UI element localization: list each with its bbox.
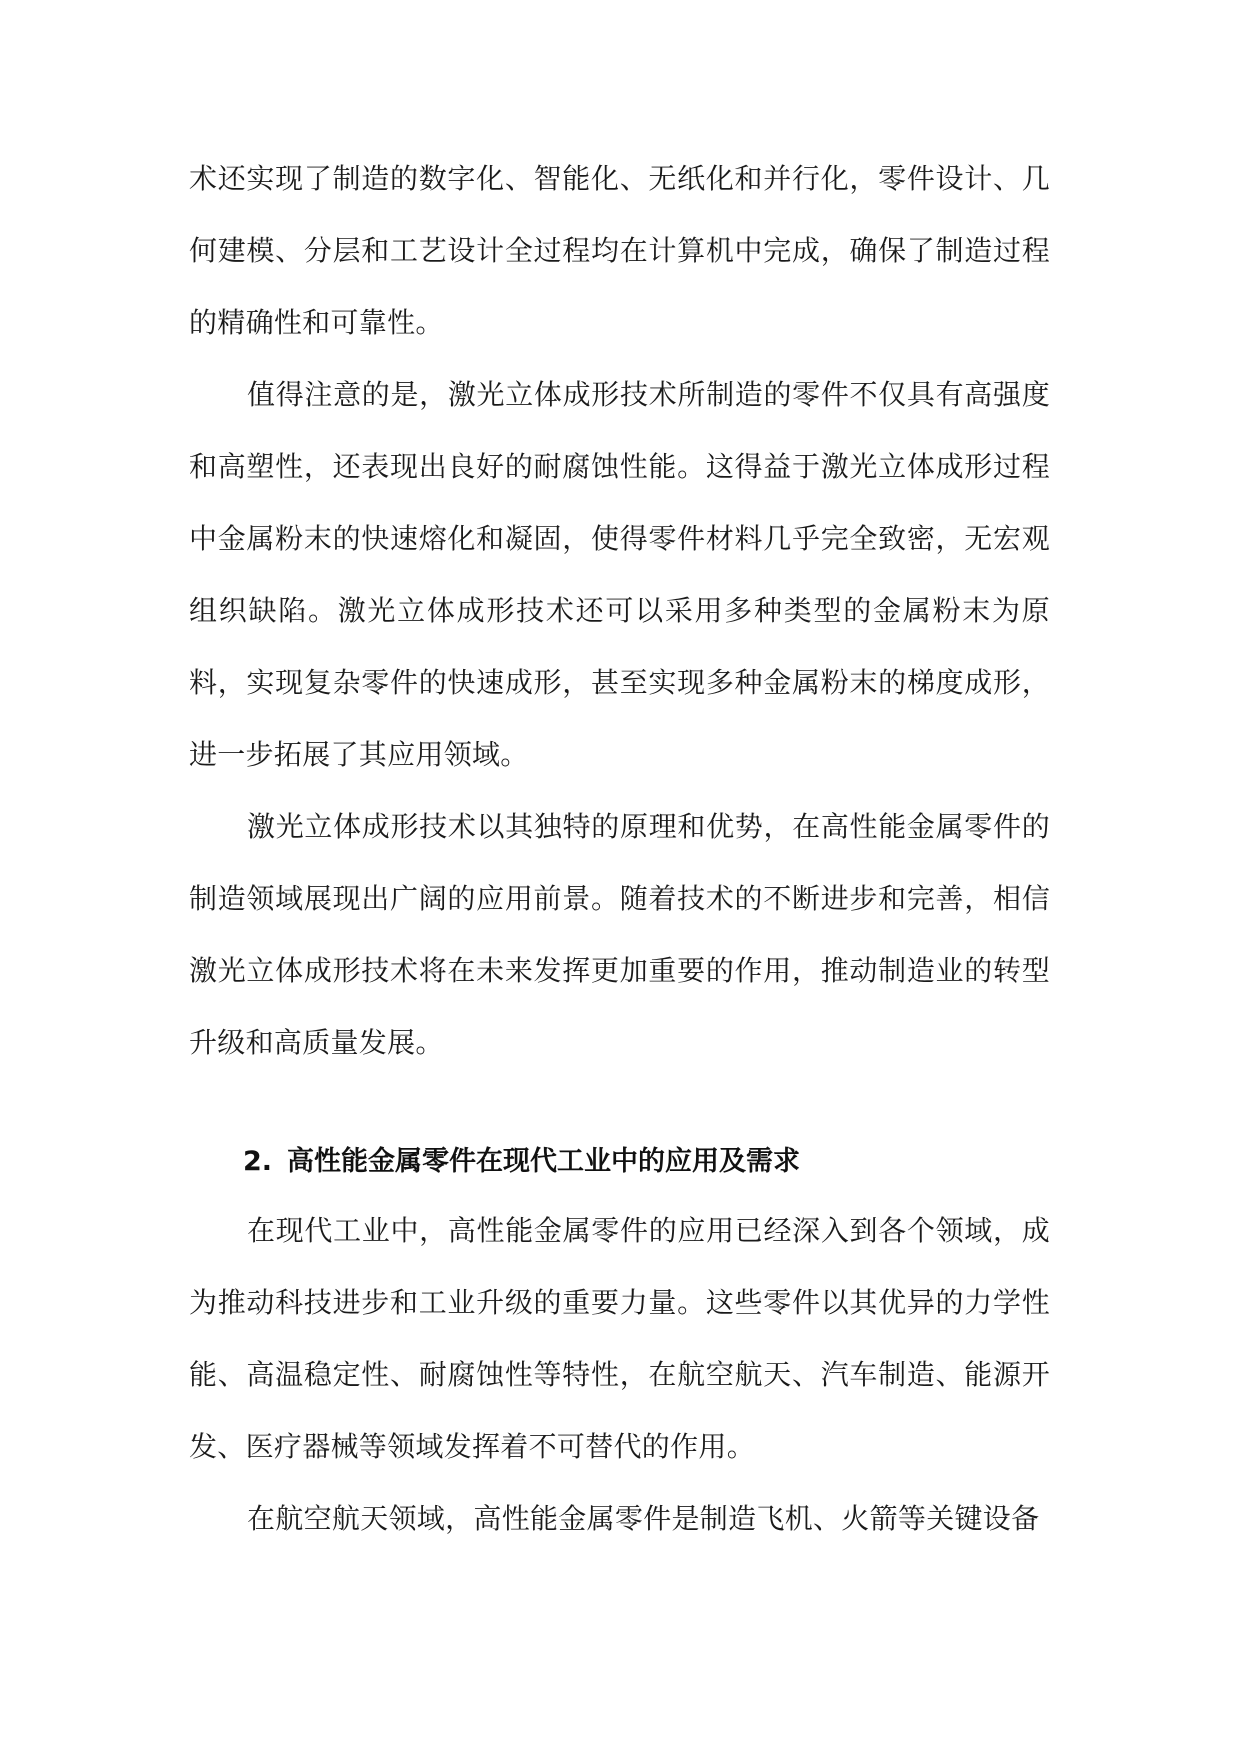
- section-heading: [189, 1129, 1050, 1195]
- section-number: 2.: [243, 1146, 273, 1177]
- paragraph-application-prospect: 激光立体成形技术以其独特的原理和优势，在高性能金属零件的制造领域展现出广阔的应用前景。随着技术的不断进步和完善，相信激光立体成形技术将在未来发挥更加重要的作用，推动制造业的转型升级和高质量发展。: [189, 810, 1050, 1059]
- paragraph-continuation: 术还实现了制造的数字化、智能化、无纸化和并行化，零件设计、几何建模、分层和工艺设计全过程均在计算机中完成，确保了制造过程的精确性和可靠性。: [189, 162, 1050, 339]
- paragraph-aerospace: 在航空航天领域，高性能金属零件是制造飞机、火箭等关键设备: [247, 1502, 1040, 1535]
- section-title: 高性能金属零件在现代工业中的应用及需求: [287, 1146, 800, 1177]
- paragraph-industrial-use: 在现代工业中，高性能金属零件的应用已经深入到各个领域，成为推动科技进步和工业升级的重要力量。这些零件以其优异的力学性能、高温稳定性、耐腐蚀性等特性，在航空航天、汽车制造、能源开发、医疗器械等领域发挥着不可替代的作用。: [189, 1214, 1050, 1463]
- paragraph-corrosion-resistance: 值得注意的是，激光立体成形技术所制造的零件不仅具有高强度和高塑性，还表现出良好的耐腐蚀性能。这得益于激光立体成形过程中金属粉末的快速熔化和凝固，使得零件材料几乎完全致密，无宏观组织缺陷。激光立体成形技术还可以采用多种类型的金属粉末为原料，实现复杂零件的快速成形，甚至实现多种金属粉末的梯度成形，进一步拓展了其应用领域。: [189, 378, 1050, 771]
